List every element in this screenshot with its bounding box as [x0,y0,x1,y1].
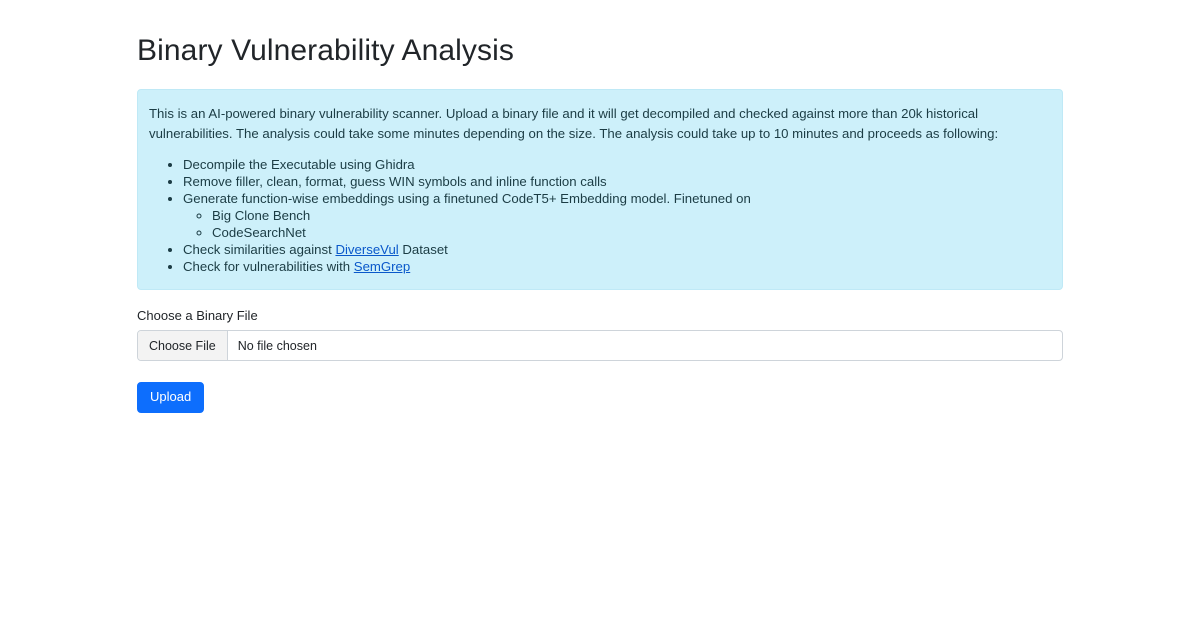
file-status-text: No file chosen [237,338,317,353]
list-item [212,207,1050,224]
file-input-label: Choose a Binary File [137,308,258,323]
info-intro-text: This is an AI-powered binary vulnerability scanner. Upload a binary file and it will get decompiled and checked against more than 20k historical vulnerabilities. The analysis could take some minutes depending on the size. The analysis could take up to 10 minutes and proceeds as following: [149,106,999,141]
step-text: Generate function-wise embeddings using a finetuned CodeT5+ Embedding model. Finetuned on [183,191,751,206]
list-item [183,173,1050,190]
sub-step-text: CodeSearchNet [212,225,306,240]
sub-steps-list [183,207,1050,241]
step-text: Decompile the Executable using Ghidra [183,157,415,172]
step-text: Remove filler, clean, format, guess WIN symbols and inline function calls [183,174,607,189]
file-input[interactable] [137,330,1063,361]
list-item [183,190,1050,241]
sub-step-text: Big Clone Bench [212,208,311,223]
info-panel [137,89,1063,290]
page-title: Binary Vulnerability Analysis [137,34,514,67]
choose-file-button[interactable]: Choose File [138,331,228,360]
step-text-suffix: Dataset [398,242,448,257]
content-container [137,0,1063,413]
list-item [183,156,1050,173]
diversevul-link[interactable]: DiverseVul [335,242,399,257]
list-item [212,224,1050,241]
semgrep-link[interactable]: SemGrep [353,259,411,274]
upload-button[interactable]: Upload [137,382,204,413]
steps-list [149,156,1050,275]
list-item [183,258,1050,275]
step-text-prefix: Check similarities against [183,242,336,257]
step-text-prefix: Check for vulnerabilities with [183,259,354,274]
list-item [183,241,1050,258]
